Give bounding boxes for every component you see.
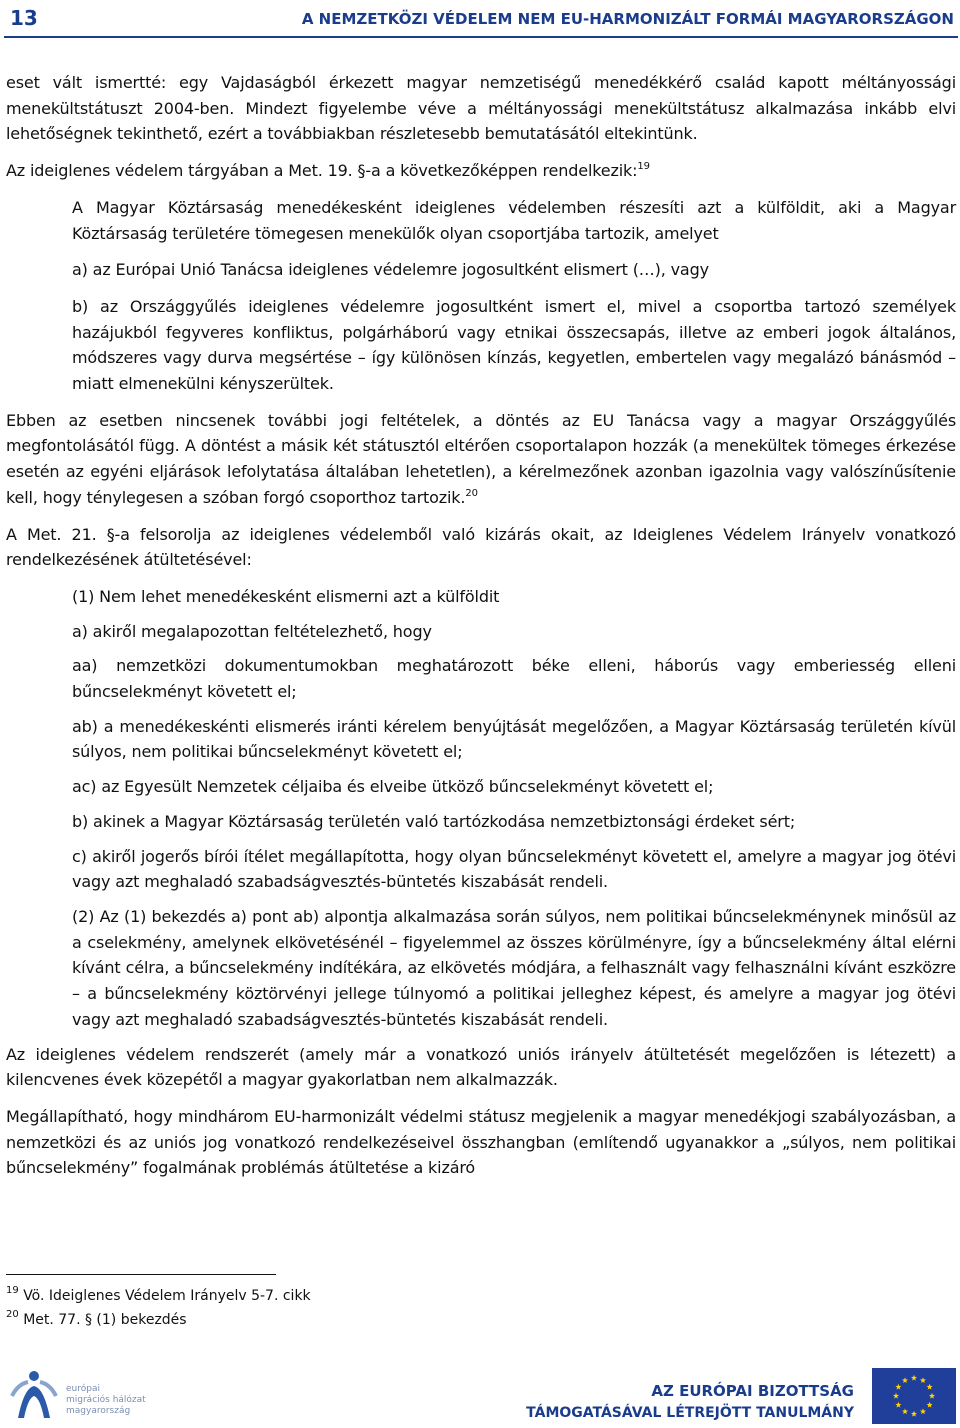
body-text bbox=[6, 70, 956, 1192]
footnote-19: $^{19}$ Vö. Ideiglenes Védelem Irányelv 5-7. cikk bbox=[6, 1285, 311, 1304]
paragraph: A Met. 21. §-a felsorolja az ideiglenes védelemből való kizárás okait, az Ideiglenes Védelem Irányelv vonatkozó rendelkezésének átültetésével: bbox=[6, 524, 956, 570]
eu-flag-icon bbox=[872, 1368, 956, 1424]
running-title: A NEMZETKÖZI VÉDELEM NEM EU-HARMONIZÁLT FORMÁI MAGYARORSZÁGON bbox=[301, 10, 954, 28]
quote-paragraph: (2) Az (1) bekezdés a) pont ab) alpontja alkalmazása során súlyos, nem politikai bűncselekménynek minősül az a cselekmény, amelynek elkövetésénél – figyelemmel az összes körülményre, így a bűncselekmény által elérni kívánt célra, a bűncselekmény indítékára, az elkövetés módjára, a felhasznált vagy felhasználni kívánt eszközre – a bűncselekmény köztörvényi jellege túlnyomó a politikai jelleghez képest, és amelyre a magyar jog ötévi vagy azt meghaladó szabadságvesztés-büntetés kiszabását rendeli. bbox=[72, 906, 956, 1029]
footer-credit bbox=[526, 1380, 854, 1424]
quote-paragraph: b) akinek a Magyar Köztársaság területén való tartózkodása nemzetbiztonsági érdeket sért; bbox=[72, 811, 796, 831]
paragraph: Megállapítható, hogy mindhárom EU-harmonizált védelmi státusz megjelenik a magyar menedékjogi szabályozásban, a nemzetközi és az uniós jog vonatkozó rendelkezéseivel összhangban (említendő ugyanakkor a „súlyos, nem politikai bűncselekmény” fogalmának problémás átültetése a kizáró bbox=[6, 1106, 956, 1178]
paragraph: eset vált ismertté: egy Vajdaságból érkezett magyar nemzetiségű menedékkérő család kapott méltányossági menekültstátuszt 2004-ben. Mindezt figyelembe véve a méltányossági menekültstátusz alkalmazása inkább elvi lehetőségnek tekinthető, ezért a továbbiakban részletesebb bemutatásától eltekintünk. bbox=[6, 73, 956, 144]
footnote-20: $^{20}$ Met. 77. § (1) bekezdés bbox=[6, 1309, 187, 1328]
footnote-ref[interactable]: 20 bbox=[465, 487, 478, 499]
quote-paragraph: (1) Nem lehet menedékesként elismerni azt a külföldit bbox=[72, 586, 500, 606]
quote-paragraph: ac) az Egyesült Nemzetek céljaiba és elveibe ütköző bűncselekményt követett el; bbox=[72, 777, 714, 797]
footnote-ref[interactable]: 19 bbox=[637, 161, 650, 173]
quote-paragraph: ab) a menedékeskénti elismerés iránti kérelem benyújtását megelőzően, a Magyar Köztársaság területén kívül súlyos, nem politikai bűncselekményt követett el; bbox=[72, 716, 956, 762]
page-number: 13 bbox=[10, 6, 38, 30]
quote-paragraph: A Magyar Köztársaság menedékesként ideiglenes védelemben részesíti azt a külföldit, aki a Magyar Köztársaság területére tömegesen menekülők olyan csoportjába tartozik, amelyet bbox=[72, 197, 956, 243]
paragraph: Az ideiglenes védelem rendszerét (amely már a vonatkozó uniós irányelv átültetését megelőzően is létezett) a kilencvenes évek közepétől a magyar gyakorlatban nem alkalmazzák. bbox=[6, 1044, 956, 1090]
logo-text: európai migrációs hálózat magyarország bbox=[66, 1384, 146, 1416]
quote-paragraph: c) akiről jogerős bírói ítélet megállapította, hogy olyan bűncselekményt követett el, amelyre a magyar jog ötévi vagy azt meghaladó szabadságvesztés-büntetés kiszabását rendeli. bbox=[72, 846, 956, 892]
page-header bbox=[4, 4, 958, 38]
footer-line-1: AZ EURÓPAI BIZOTTSÁG bbox=[651, 1382, 854, 1400]
footnote-divider bbox=[6, 1274, 276, 1275]
footer-line-2: TÁMOGATÁSÁVAL LÉTREJÖTT TANULMÁNY bbox=[526, 1405, 854, 1421]
quote-paragraph: aa) nemzetközi dokumentumokban meghatározott béke elleni, háborús vagy emberiesség elleni bűncselekményt követett el; bbox=[72, 656, 956, 702]
quote-paragraph: a) akiről megalapozottan feltételezhető, hogy bbox=[72, 621, 432, 641]
paragraph: Az ideiglenes védelem tárgyában a Met. 19. §-a a következőképpen rendelkezik:$^{19}$ bbox=[6, 161, 650, 181]
footnotes bbox=[6, 1284, 311, 1332]
quote-paragraph: a) az Európai Unió Tanácsa ideiglenes védelemre jogosultként elismert (…), vagy bbox=[72, 260, 709, 280]
paragraph: Ebben az esetben nincsenek további jogi feltételek, a döntés az EU Tanácsa vagy a magyar Országgyűlés megfontolásától függ. A döntést a másik két státusztól eltérően csoportalapon hozzák (a menekültek tömeges érkezése esetén az egyéni eljárások lefolytatása általában lehetetlen), a kérelmezőnek azonban igazolnia vagy valószínűsítenie kell, hogy ténylegesen a szóban forgó csoporthoz tartozik.$^{20}$ bbox=[6, 410, 956, 507]
quote-paragraph: b) az Országgyűlés ideiglenes védelemre jogosultként ismert el, mivel a csoportba tartozó személyek hazájukból fegyveres konfliktus, polgárháború vagy etnikai összecsapás, illetve az emberi jogok általános, módszeres vagy durva megsértése – így különösen kínzás, kegyetlen, embertelen vagy megalázó bánásmód – miatt elmenekülni kényszerültek. bbox=[72, 296, 956, 394]
